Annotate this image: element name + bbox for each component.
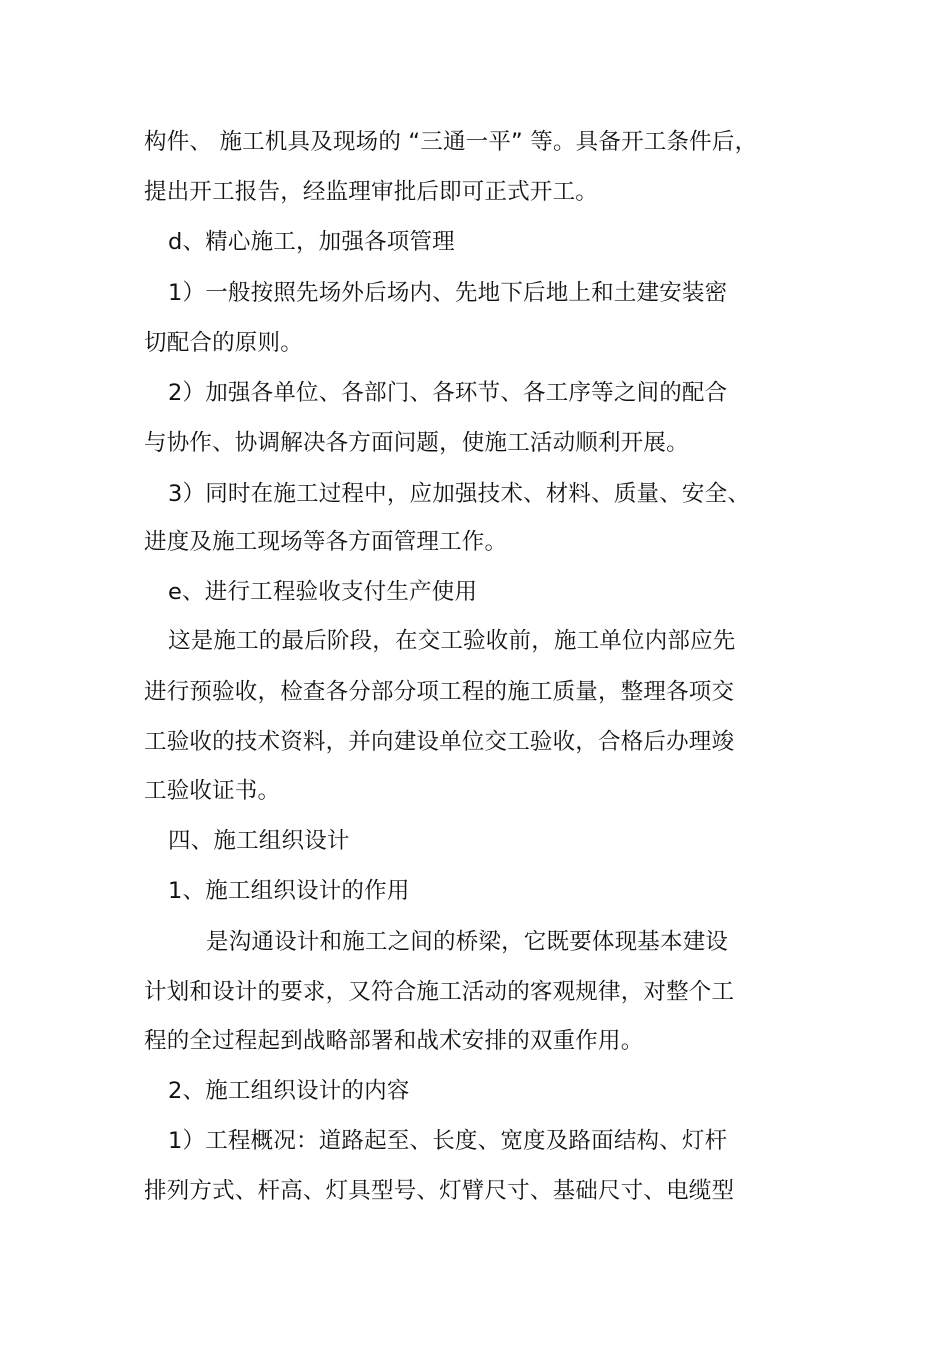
text-line: 提出开工报告，经监理审批后即可正式开工。 (144, 179, 599, 205)
subsection-heading-2: 2、施工组织设计的内容 (168, 1078, 410, 1104)
text-line: 构件、 施工机具及现场的 “三通一平” 等。具备开工条件后， (144, 129, 758, 155)
text-line: 工验收证书。 (144, 778, 281, 804)
text-line: 工验收的技术资料，并向建设单位交工验收，合格后办理竣 (144, 729, 735, 755)
text-line: 2）加强各单位、各部门、各环节、各工序等之间的配合 (168, 380, 728, 406)
text-line: 程的全过程起到战略部署和战术安排的双重作用。 (144, 1028, 644, 1054)
text-line: 这是施工的最后阶段，在交工验收前，施工单位内部应先 (168, 628, 736, 654)
text-line: 进度及施工现场等各方面管理工作。 (144, 529, 508, 555)
text-line: 排列方式、杆高、灯具型号、灯臂尺寸、基础尺寸、电缆型 (144, 1178, 735, 1204)
text-line: 与协作、协调解决各方面问题，使施工活动顺利开展。 (144, 430, 689, 456)
text-line: 3）同时在施工过程中，应加强技术、材料、质量、安全、 (168, 481, 751, 507)
section-heading-e: e、进行工程验收支付生产使用 (168, 579, 478, 605)
text-line: 切配合的原则。 (144, 330, 303, 356)
section-heading-4: 四、施工组织设计 (168, 828, 350, 854)
text-line: 进行预验收，检查各分部分项工程的施工质量，整理各项交 (144, 679, 735, 705)
text-line: 1）一般按照先场外后场内、先地下后地上和土建安装密 (168, 280, 728, 306)
text-line: 计划和设计的要求，又符合施工活动的客观规律，对整个工 (144, 979, 735, 1005)
subsection-heading-1: 1、施工组织设计的作用 (168, 878, 410, 904)
section-heading-d: d、精心施工，加强各项管理 (168, 229, 455, 255)
text-line: 1）工程概况：道路起至、长度、宽度及路面结构、灯杆 (168, 1128, 728, 1154)
text-line: 是沟通设计和施工之间的桥梁，它既要体现基本建设 (206, 929, 729, 955)
